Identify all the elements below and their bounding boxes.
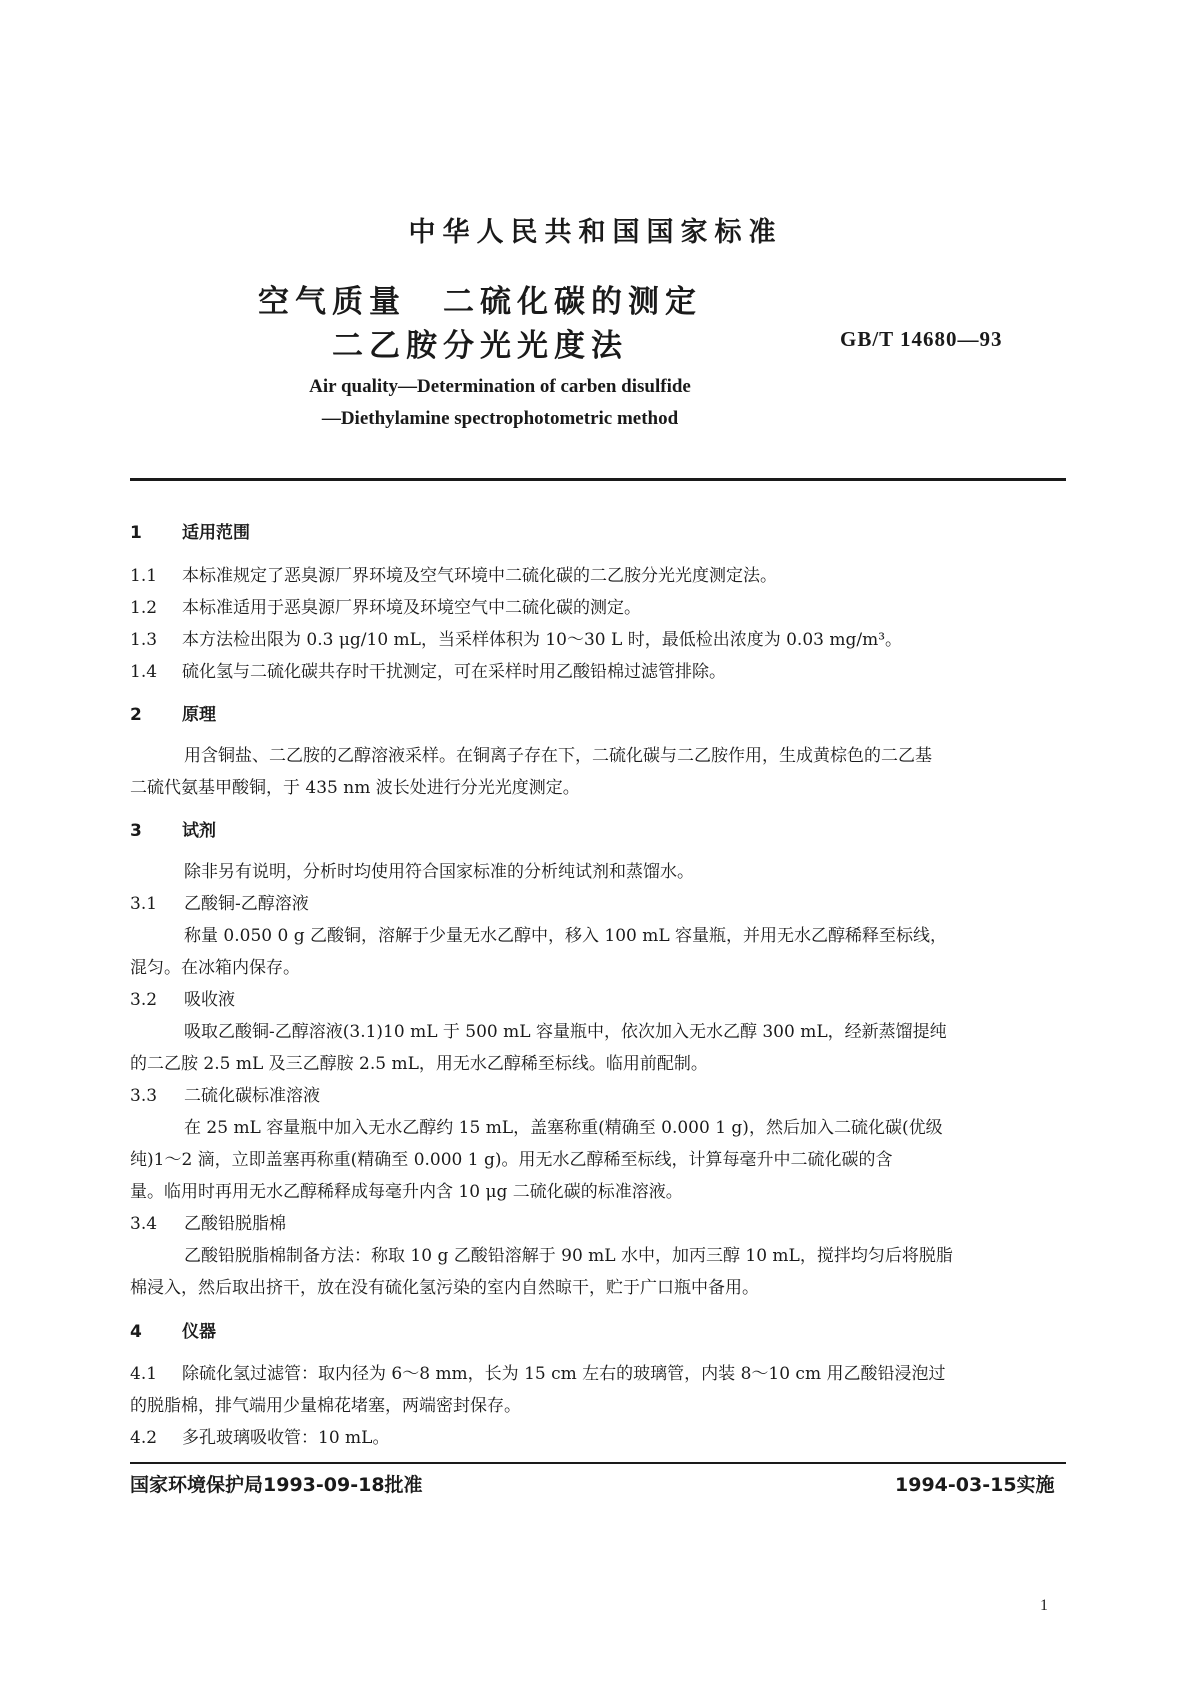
subclause-3-1-heading	[130, 889, 309, 919]
section-4-heading	[130, 1317, 216, 1342]
subclause-3-1-line-2: 混匀。在冰箱内保存。	[130, 958, 300, 978]
section-number: 2	[130, 705, 142, 725]
page-number: 1	[1040, 1597, 1048, 1614]
section-title: 仪器	[182, 1322, 216, 1342]
subclause-3-3-line-3: 量。临用时再用无水乙醇稀释成每毫升内含 10 μg 二硫化碳的标准溶液。	[130, 1182, 683, 1202]
standard-number: GB/T 14680—93	[840, 327, 1003, 351]
subclause-3-4-line-1: 乙酸铅脱脂棉制备方法：称取 10 g 乙酸铅溶解于 90 mL 水中，加丙三醇 10 mL，搅拌均匀后将脱脂	[184, 1246, 953, 1266]
clause-number: 4.1	[130, 1364, 158, 1384]
implementation-date: 1994-03-15实施	[895, 1474, 1055, 1496]
title-en-line2: —Diethylamine spectrophotometric method	[321, 408, 679, 429]
section-title: 适用范围	[182, 523, 250, 543]
clause-text: 多孔玻璃吸收管：10 mL。	[182, 1428, 390, 1448]
clause-1-2	[130, 593, 641, 623]
clause-4-1-line-2: 的脱脂棉，排气端用少量棉花堵塞，两端密封保存。	[130, 1396, 521, 1416]
section-1-heading	[130, 518, 250, 543]
subclause-3-2-line-1: 吸取乙酸铜-乙醇溶液(3.1)10 mL 于 500 mL 容量瓶中，依次加入无水乙醇 300 mL，经新蒸馏提纯	[184, 1022, 947, 1042]
clause-text: 本方法检出限为 0.3 μg/10 mL，当采样体积为 10～30 L 时，最低检出浓度为 0.03 mg/m³。	[182, 630, 903, 650]
title-cn-line1: 空气质量 二硫化碳的测定	[258, 284, 702, 320]
principle-line-2: 二硫代氨基甲酸铜，于 435 nm 波长处进行分光光度测定。	[130, 778, 580, 798]
section-number: 3	[130, 821, 142, 841]
clause-number: 3.1	[130, 894, 158, 914]
clause-text: 本标准规定了恶臭源厂界环境及空气环境中二硫化碳的二乙胺分光光度测定法。	[182, 566, 777, 586]
header-rule	[130, 478, 1066, 481]
reagents-intro: 除非另有说明，分析时均使用符合国家标准的分析纯试剂和蒸馏水。	[184, 862, 694, 882]
subclause-3-3-heading	[130, 1081, 320, 1111]
clause-4-2	[130, 1423, 389, 1453]
clause-title: 乙酸铜-乙醇溶液	[184, 894, 309, 914]
footer-rule	[130, 1462, 1066, 1464]
section-number: 4	[130, 1322, 142, 1342]
clause-title: 乙酸铅脱脂棉	[184, 1214, 286, 1234]
subclause-3-4-line-2: 棉浸入，然后取出挤干，放在没有硫化氢污染的室内自然晾干，贮于广口瓶中备用。	[130, 1278, 759, 1298]
subclause-3-1-line-1: 称量 0.050 0 g 乙酸铜，溶解于少量无水乙醇中，移入 100 mL 容量瓶，并用无水乙醇稀释至标线，	[184, 926, 948, 946]
section-2-heading	[130, 700, 216, 725]
subclause-3-2-line-2: 的二乙胺 2.5 mL 及三乙醇胺 2.5 mL，用无水乙醇稀至标线。临用前配制。	[130, 1054, 708, 1074]
clause-title: 吸收液	[184, 990, 235, 1010]
subclause-3-4-heading	[130, 1209, 286, 1239]
subclause-3-3-line-2: 纯)1～2 滴，立即盖塞再称重(精确至 0.000 1 g)。用无水乙醇稀至标线，计算每毫升中二硫化碳的含	[130, 1150, 893, 1170]
national-standard-heading: 中华人民共和国国家标准	[408, 217, 783, 248]
clause-title: 二硫化碳标准溶液	[184, 1086, 320, 1106]
section-title: 试剂	[182, 821, 216, 841]
clause-number: 1.3	[130, 630, 158, 650]
approval-date: 国家环境保护局1993-09-18批准	[130, 1474, 423, 1496]
title-en-line1: Air quality—Determination of carben disulfide	[309, 376, 691, 397]
clause-number: 1.4	[130, 662, 158, 682]
clause-number: 3.4	[130, 1214, 158, 1234]
clause-number: 1.1	[130, 566, 158, 586]
clause-4-1-line-1	[130, 1359, 945, 1389]
section-number: 1	[130, 523, 142, 543]
subclause-3-3-line-1: 在 25 mL 容量瓶中加入无水乙醇约 15 mL，盖塞称重(精确至 0.000 1 g)，然后加入二硫化碳(优级	[184, 1118, 943, 1138]
section-3-heading	[130, 816, 216, 841]
clause-number: 4.2	[130, 1428, 158, 1448]
clause-text: 硫化氢与二硫化碳共存时干扰测定，可在采样时用乙酸铅棉过滤管排除。	[182, 662, 726, 682]
clause-number: 1.2	[130, 598, 158, 618]
clause-number: 3.3	[130, 1086, 158, 1106]
title-cn-line2: 二乙胺分光光度法	[332, 328, 628, 364]
clause-1-4	[130, 657, 726, 687]
clause-text: 除硫化氢过滤管：取内径为 6～8 mm，长为 15 cm 左右的玻璃管，内装 8～10 cm 用乙酸铅浸泡过	[182, 1364, 946, 1384]
clause-1-3	[130, 625, 902, 655]
section-title: 原理	[182, 705, 216, 725]
clause-text: 本标准适用于恶臭源厂界环境及环境空气中二硫化碳的测定。	[182, 598, 641, 618]
principle-line-1: 用含铜盐、二乙胺的乙醇溶液采样。在铜离子存在下，二硫化碳与二乙胺作用，生成黄棕色的二乙基	[184, 746, 932, 766]
clause-number: 3.2	[130, 990, 158, 1010]
subclause-3-2-heading	[130, 985, 235, 1015]
clause-1-1	[130, 561, 777, 591]
